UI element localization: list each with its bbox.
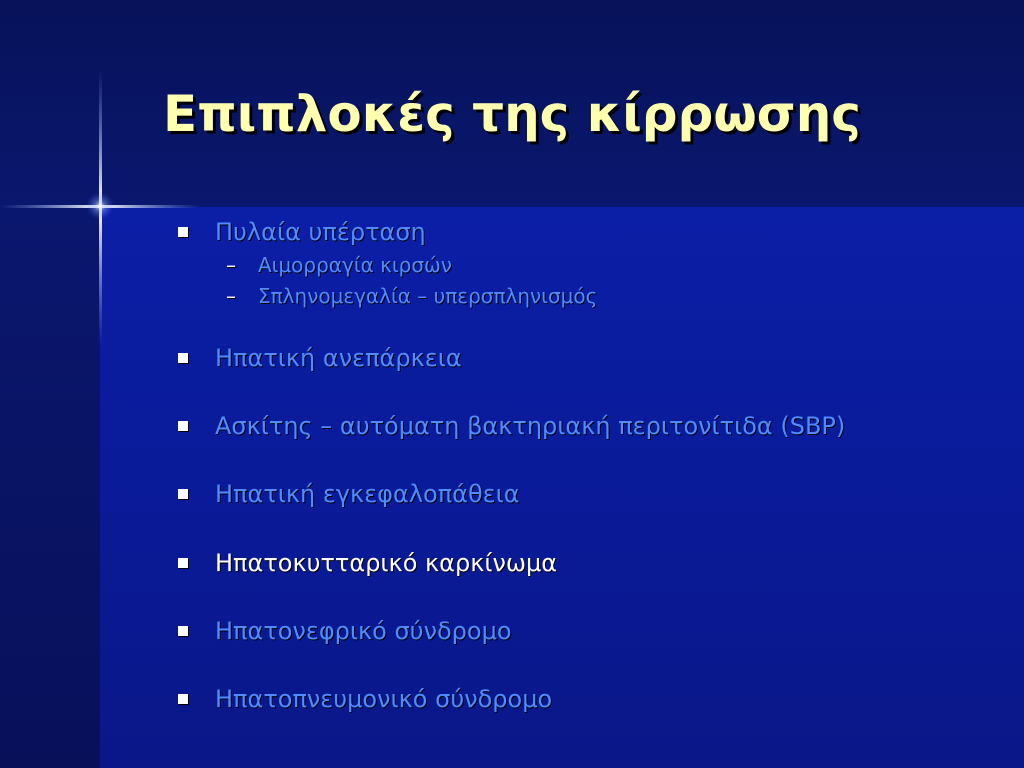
list-item bbox=[178, 681, 552, 717]
square-bullet-icon bbox=[178, 227, 188, 237]
square-bullet-icon bbox=[178, 421, 188, 431]
list-item-text: Ασκίτης – αυτόματη βακτηριακή περιτονίτιδα (SBP) bbox=[215, 412, 846, 440]
sub-list-item-text: Αιμορραγία κιρσών bbox=[258, 253, 452, 277]
square-bullet-icon bbox=[178, 353, 188, 363]
list-item-text: Ηπατονεφρικό σύνδρομο bbox=[215, 617, 512, 645]
list-item-text: Ηπατική ανεπάρκεια bbox=[215, 344, 462, 372]
list-item bbox=[178, 340, 462, 376]
square-bullet-icon bbox=[178, 694, 188, 704]
list-item-text: Πυλαία υπέρταση bbox=[215, 218, 426, 246]
list-item-text: Ηπατική εγκεφαλοπάθεια bbox=[215, 480, 520, 508]
sub-list-item bbox=[226, 251, 452, 279]
square-bullet-icon bbox=[178, 626, 188, 636]
list-item-highlighted bbox=[178, 545, 557, 581]
slide-title: Επιπλοκές της κίρρωσης bbox=[163, 85, 861, 143]
square-bullet-icon bbox=[178, 558, 188, 568]
list-item-text: Ηπατοπνευμονικό σύνδρομο bbox=[215, 685, 553, 713]
sub-list-item bbox=[226, 282, 597, 310]
list-item bbox=[178, 613, 512, 649]
list-item-text: Ηπατοκυτταρικό καρκίνωμα bbox=[215, 549, 558, 577]
dash-marker: – bbox=[226, 284, 236, 308]
sub-list-item-text: Σπληνομεγαλία – υπερσπληνισμός bbox=[258, 284, 598, 308]
square-bullet-icon bbox=[178, 489, 188, 499]
list-item bbox=[178, 476, 520, 512]
list-item bbox=[178, 408, 845, 444]
dash-marker: – bbox=[226, 253, 236, 277]
list-item bbox=[178, 214, 426, 250]
